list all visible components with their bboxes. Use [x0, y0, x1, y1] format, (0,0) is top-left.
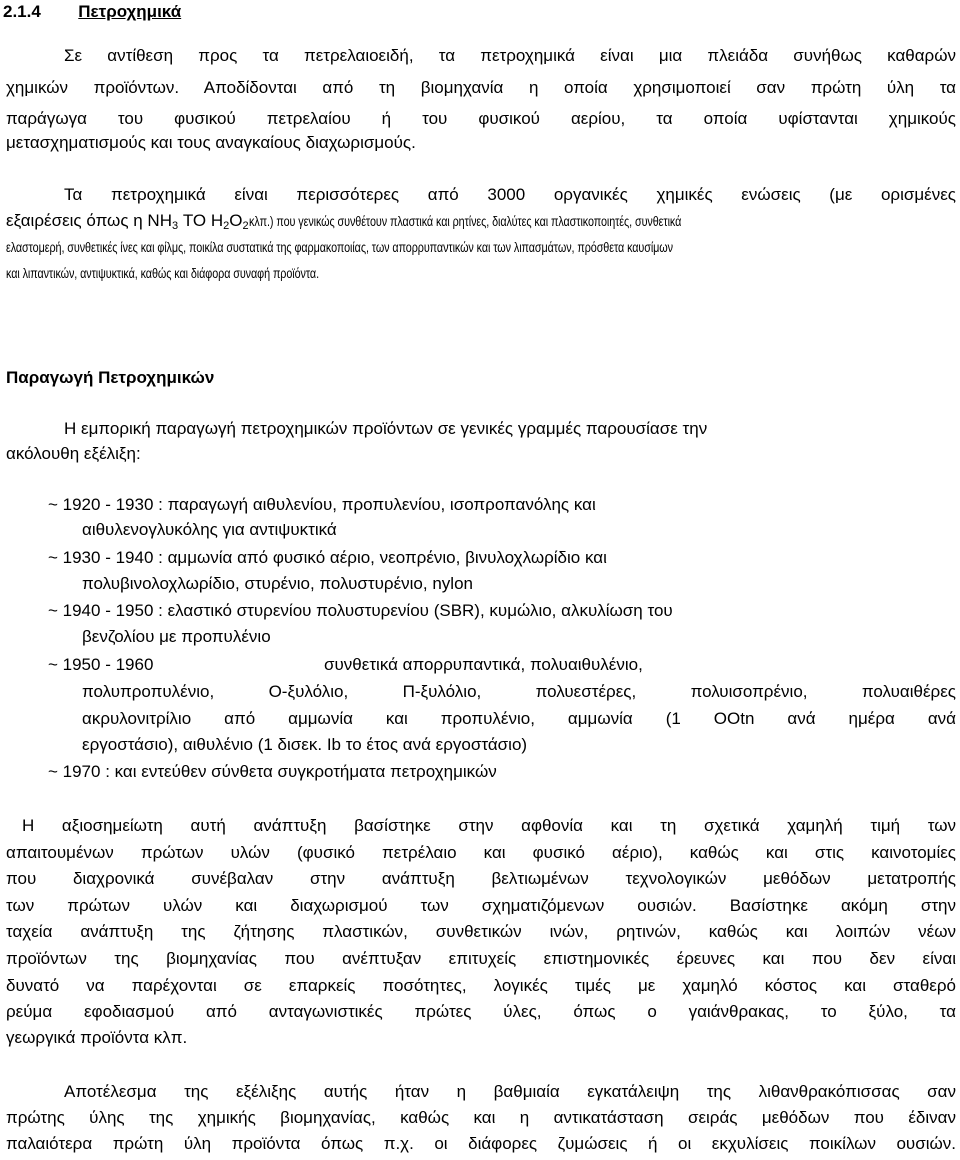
- timeline-entry: ~ 1940 - 1950 : ελαστικό στυρενίου πολυστυρενίου (SBR), κυμώλιο, αλκυλίωση του: [48, 601, 673, 620]
- production-intro-line: ακόλουθη εξέλιξη:: [6, 444, 141, 463]
- timeline-entry: συνθετικά απορρυπαντικά, πολυαιθυλένιο,: [324, 655, 643, 674]
- section-number: 2.1.4: [3, 2, 41, 21]
- production-heading: Παραγωγή Πετροχημικών: [6, 368, 215, 387]
- paragraph-line: ταχεία ανάπτυξη της ζήτησης πλαστικών, συνθετικών ινών, ρητινών, καθώς και λοιπών νέων: [6, 922, 956, 941]
- timeline-entry-cont: αιθυλενογλυκόλης για αντιψυκτικά: [82, 520, 337, 539]
- subscript: 2: [242, 220, 249, 232]
- paragraph-line: πρώτης ύλης της χημικής βιομηχανίας, καθώς και η αντικατάσταση σειράς μεθόδων που έδιναν: [6, 1108, 956, 1127]
- paragraph-line: παλαιότερα πρώτη ύλη προϊόντα όπως π.χ. οι διάφορες ζυμώσεις ή οι εκχυλίσεις ποικίλων ουσιών.: [6, 1134, 956, 1153]
- composition-text: και λιπαντικών, αντιψυκτικά, καθώς και διάφορα συναφή προϊόντα.: [6, 266, 319, 281]
- composition-line: [6, 236, 840, 259]
- composition-line: [6, 210, 960, 237]
- composition-text: κλπ.) που γενικώς συνθέτουν πλαστικά και ρητίνες, διαλύτες και πλαστικοποιητές, συνθετικά: [248, 214, 681, 229]
- timeline-entry-cont: βενζολίου με προπυλένιο: [82, 627, 271, 646]
- timeline-entry-cont: πολυβινολοχλωρίδιο, στυρένιο, πολυστυρένιο, nylon: [82, 574, 473, 593]
- composition-text: ελαστομερή, συνθετικές ίνες και φίλμς, ποικίλα συστατικά της φαρμακοποιίας, των απορρυπαντικών και των λιπασμάτων, πρόσθετα καυσίμων: [6, 240, 673, 255]
- paragraph-line: Αποτέλεσμα της εξέλιξης αυτής ήταν η βαθμιαία εγκατάλειψη της λιθανθρακόπισσας σαν: [64, 1082, 956, 1101]
- composition-text: O: [229, 211, 243, 230]
- subscript: 2: [223, 220, 230, 232]
- subscript: 3: [171, 220, 179, 232]
- production-intro-line: Η εμπορική παραγωγή πετροχημικών προϊόντων σε γενικές γραμμές παρουσίασε την: [64, 419, 708, 438]
- paragraph-line: Η αξιοσημείωτη αυτή ανάπτυξη βασίστηκε στην αφθονία και τη σχετικά χαμηλή τιμή των: [22, 816, 956, 835]
- paragraph-line: προϊόντων της βιομηχανίας που ανέπτυξαν επιτυχείς επιστημονικές έρευνες και που δεν είναι: [6, 949, 956, 968]
- paragraph-line: απαιτουμένων πρώτων υλών (φυσικό πετρέλαιο και φυσικό αέριο), καθώς και στις καινοτομίες: [6, 843, 956, 862]
- composition-line: [6, 262, 397, 285]
- composition-text: εξαιρέσεις όπως η NH: [6, 211, 172, 230]
- intro-line: μετασχηματισμούς και τους αναγκαίους διαχωρισμούς.: [6, 133, 416, 152]
- intro-line: Σε αντίθεση προς τα πετρελαιοειδή, τα πετροχημικά είναι μια πλειάδα συνήθως καθαρών: [64, 46, 956, 65]
- composition-text: ΤΟ Η: [178, 211, 224, 230]
- paragraph-line: δυνατό να παρέχονται σε επαρκείς ποσότητες, λογικές τιμές με χαμηλό κόστος και σταθερό: [6, 976, 956, 995]
- timeline-entry-cont: εργοστάσιο), αιθυλένιο (1 δισεκ. Ib το έτος ανά εργοστάσιο): [82, 735, 528, 754]
- timeline-entry-cont: ακρυλονιτρίλιο από αμμωνία και προπυλένιο, αμμωνία (1 OOtn ανά ημέρα ανά: [82, 709, 956, 728]
- timeline-period: ~ 1950 - 1960: [48, 655, 154, 674]
- composition-line: Τα πετροχημικά είναι περισσότερες από 3000 οργανικές χημικές ενώσεις (με ορισμένες: [64, 185, 956, 204]
- paragraph-line: των πρώτων υλών και διαχωρισμού των σχηματιζόμενων ουσιών. Βασίστηκε ακόμη στην: [6, 896, 956, 915]
- timeline-entry: ~ 1930 - 1940 : αμμωνία από φυσικό αέριο, νεοπρένιο, βινυλοχλωρίδιο και: [48, 548, 607, 567]
- intro-line: παράγωγα του φυσικού πετρελαίου ή του φυσικού αερίου, τα οποία υφίστανται χημικούς: [6, 109, 956, 128]
- paragraph-line: ρεύμα εφοδιασμού από ανταγωνιστικές πρώτες ύλες, όπως ο γαιάνθρακας, το ξύλο, τα: [6, 1002, 956, 1021]
- paragraph-line: που διαχρονικά συνέβαλαν στην ανάπτυξη βελτιωμένων τεχνολογικών μεθόδων μετατροπής: [6, 869, 956, 888]
- intro-line: χημικών προϊόντων. Αποδίδονται από τη βιομηχανία η οποία χρησιμοποιεί σαν πρώτη ύλη τα: [6, 78, 956, 97]
- section-heading: [3, 1, 181, 23]
- paragraph-line: γεωργικά προϊόντα κλπ.: [6, 1028, 188, 1047]
- timeline-entry-cont: πολυπροπυλένιο, Ο-ξυλόλιο, Π-ξυλόλιο, πολυεστέρες, πολυισοπρένιο, πολυαιθέρες: [82, 682, 956, 701]
- section-title: Πετροχημικά: [78, 2, 182, 21]
- timeline-entry: ~ 1970 : και εντεύθεν σύνθετα συγκροτήματα πετροχημικών: [48, 762, 497, 781]
- timeline-entry: ~ 1920 - 1930 : παραγωγή αιθυλενίου, προπυλενίου, ισοπροπανόλης και: [48, 495, 596, 514]
